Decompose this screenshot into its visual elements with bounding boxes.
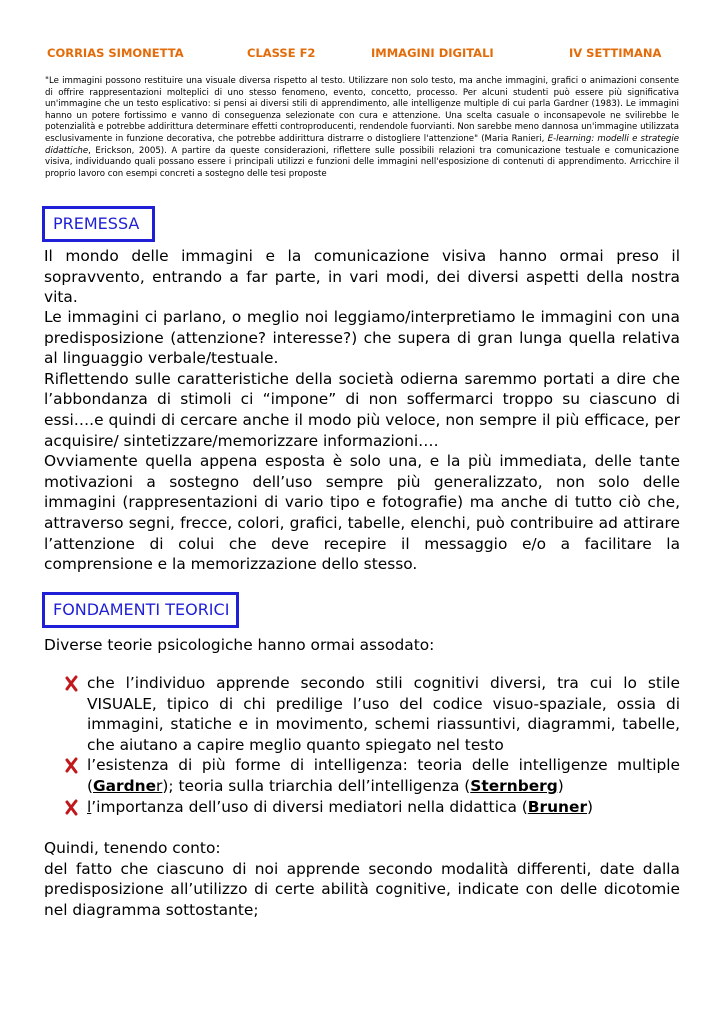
- text-part: ): [557, 776, 564, 795]
- text-part: ); teoria sulla triarchia dell’intelligenza (: [162, 776, 471, 795]
- x-cross-icon: [64, 755, 80, 775]
- x-cross-icon: [64, 673, 80, 693]
- paragraph: Riflettendo sulle caratteristiche della società odierna saremmo portati a dire che l’abbondanza di stimoli ci “impone” di non soffermarci troppo su ciascuno di essi….e quindi di cercare anche il modo più veloce, non sempre il più efficace, per acquisire/ sintetizzare/memorizzare informazioni….: [44, 369, 680, 450]
- x-cross-icon: [64, 797, 80, 817]
- list-item: [62, 755, 680, 796]
- prompt-text-start: "Le immagini possono restituire una visuale diversa rispetto al testo. Utilizzare non solo testo, ma anche immagini, grafici o animazioni consente di offrire rappresentazioni molteplici di uno stesso fenomeno, evento, concetto, processo. Per alcuni studenti può essere più significativa un'immagine che un testo esplicativo: si pensi ai diversi stili di apprendimento, alle intelligenze multiple di cui parla Gardner (1983). Le immagini hanno un potere fortissimo e vanno di conseguenza selezionate con cura e attenzione. Una scelta casuale o inconsapevole ne svilirebbe le potenzialità e potrebbe addirittura determinare effetti controproducenti, rendendole fuorvianti. Non sarebbe meno dannosa un'immagine utilizzata esclusivamente in funzione decorativa, che potrebbe addirittura distrarre o distogliere l'attenzione" (Maria Ranieri,: [45, 76, 679, 144]
- fondamenti-lead: [44, 635, 680, 656]
- subject-label: IMMAGINI DIGITALI: [371, 46, 494, 60]
- list-item: [62, 673, 680, 755]
- author-name: CORRIAS SIMONETTA: [47, 46, 184, 60]
- text-part: r: [156, 776, 163, 795]
- week-label: IV SETTIMANA: [569, 46, 662, 60]
- list-item: [62, 797, 680, 818]
- text-part: l’esistenza di più forme di intelligenza: teoria delle intelligenze multiple (: [87, 756, 680, 795]
- section-heading-fondamenti-teorici: FONDAMENTI TEORICI: [42, 592, 239, 628]
- list-item-text: [87, 798, 593, 816]
- prompt-text-end: , Erickson, 2005). A partire da queste considerazioni, riflettere sulle possibili relazioni tra comunicazione testuale e comunicazione visiva, individuando quali possano essere i principali utilizzi e funzioni delle immagini nell'esposizione di contenuti di apprendimento. Arricchire il proprio lavoro con esempi concreti a sostegno delle tesi proposte: [45, 145, 679, 179]
- closing-paragraph: [44, 838, 680, 920]
- theories-list: [62, 673, 680, 817]
- section-heading-premessa: PREMESSA: [42, 206, 155, 242]
- text-part: ): [587, 797, 594, 816]
- paragraph: del fatto che ciascuno di noi apprende secondo modalità differenti, date dalla predisposizione all’utilizzo di certe abilità cognitive, indicate con delle dicotomie nel diagramma sottostante;: [44, 859, 680, 919]
- text-part: ’importanza dell’uso di diversi mediatori nella didattica (: [91, 797, 528, 816]
- paragraph: Le immagini ci parlano, o meglio noi leggiamo/interpretiamo le immagini con una predisposizione (attenzione? interesse?) che supera di gran lunga quella relativa al linguaggio verbale/testuale.: [44, 308, 680, 368]
- paragraph: Quindi, tenendo conto:: [44, 839, 221, 857]
- gardner-link: Gardne: [93, 776, 157, 795]
- sternberg-link: Sternberg: [470, 776, 558, 795]
- assignment-prompt: [45, 76, 679, 180]
- list-item-text: [87, 756, 680, 795]
- premessa-paragraphs: [44, 307, 680, 575]
- list-item-text: che l’individuo apprende secondo stili cognitivi diversi, tra cui lo stile VISUALE, tipico di chi predilige l’uso del codice visuo-spaziale, ossia di immagini, statiche e in movimento, schemi riassuntivi, diagrammi, tabelle, che aiutano a capire meglio quanto spiegato nel testo: [87, 674, 680, 754]
- document-header: [0, 46, 724, 60]
- paragraph: Il mondo delle immagini e la comunicazione visiva hanno ormai preso il sopravvento, entrando a far parte, in vari modi, dei diversi aspetti della nostra vita.: [44, 247, 680, 307]
- class-label: CLASSE F2: [247, 46, 316, 60]
- paragraph: Diverse teorie psicologiche hanno ormai assodato:: [44, 636, 435, 654]
- bruner-link: Bruner: [527, 797, 588, 816]
- text-part: l: [87, 797, 92, 816]
- premessa-paragraph-1: [44, 246, 680, 308]
- book-title: E-learning: modelli e strategie didattiche: [45, 133, 679, 156]
- paragraph: Ovviamente quella appena esposta è solo una, e la più immediata, delle tante motivazioni a sostegno dell’uso sempre più generalizzato, non solo delle immagini (rappresentazioni di vario tipo e fotografie) ma anche di tutto ciò che, attraverso segni, frecce, colori, grafici, tabelle, elenchi, può contribuire ad attirare l’attenzione di colui che deve recepire il messaggio e/o a facilitare la comprensione e la memorizzazione dello stesso.: [44, 452, 680, 574]
